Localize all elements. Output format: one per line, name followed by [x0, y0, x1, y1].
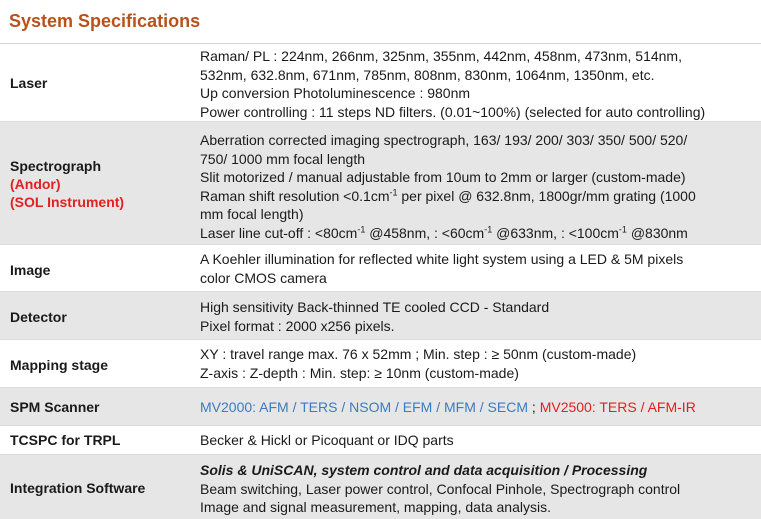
spec-line: Becker & Hickl or Picoquant or IDQ parts: [200, 432, 454, 448]
spec-text: Laser line cut-off : <80cm: [200, 224, 358, 241]
spec-text: Raman shift resolution <0.1cm: [200, 187, 390, 204]
spec-line: XY : travel range max. 76 x 52mm ; Min. step : ≥ 50nm (custom-made): [200, 346, 637, 362]
spec-label-tcspc: TCSPC for TRPL: [10, 432, 121, 448]
spec-line: High sensitivity Back-thinned TE cooled CCD - Standard: [200, 299, 550, 315]
spec-line: Up conversion Photoluminescence : 980nm: [200, 85, 471, 101]
spm-mv2000-models: MV2000: AFM / TERS / NSOM / EFM / MFM / SECM: [200, 399, 529, 415]
spec-value-mapping-stage: [200, 345, 757, 382]
spec-row-spectrograph: [0, 122, 761, 245]
superscript: -1: [484, 223, 493, 234]
spec-label-image: Image: [10, 262, 51, 278]
spm-separator: ;: [528, 399, 536, 415]
spectrograph-vendor-andor: (Andor): [10, 176, 61, 192]
spm-mv2500-models: MV2500: TERS / AFM-IR: [539, 399, 696, 415]
spec-value-image: [200, 250, 757, 287]
spec-row-laser: [0, 44, 761, 122]
spec-line: mm focal length): [200, 206, 304, 222]
spec-row-detector: [0, 292, 761, 340]
spec-text: @830nm: [626, 224, 688, 241]
spec-text: @458nm, : <60cm: [365, 224, 485, 241]
spec-line: 750/ 1000 mm focal length: [200, 150, 365, 167]
spec-text: per pixel @ 632.8nm, 1800gr/mm grating (1000: [397, 187, 696, 204]
spec-row-tcspc: [0, 426, 761, 455]
spectrograph-title: Spectrograph: [10, 158, 102, 174]
spec-label-integration-software: Integration Software: [10, 480, 146, 496]
spectrograph-vendor-sol: (SOL Instrument): [10, 194, 125, 210]
spec-line: Pixel format : 2000 x256 pixels.: [200, 317, 395, 334]
spec-value-integration-software: [200, 461, 757, 517]
page-title: System Specifications: [9, 11, 201, 31]
spec-line: Beam switching, Laser power control, Confocal Pinhole, Spectrograph control: [200, 480, 681, 497]
superscript: -1: [357, 223, 366, 234]
spec-line-cutoff: [200, 224, 757, 243]
spec-line: A Koehler illumination for reflected white light system using a LED & 5M pixels: [200, 251, 684, 267]
superscript: -1: [389, 186, 398, 197]
spec-value-laser: [200, 47, 757, 121]
spec-line: Aberration corrected imaging spectrograph, 163/ 193/ 200/ 303/ 350/ 500/ 520/: [200, 132, 688, 148]
spec-line-resolution: [200, 187, 757, 206]
spec-row-image: [0, 245, 761, 292]
spec-value-spectrograph: [200, 131, 757, 242]
spec-value-spm-scanner: [200, 398, 757, 417]
spec-line: Image and signal measurement, mapping, data analysis.: [200, 499, 551, 515]
spec-value-detector: [200, 298, 757, 335]
superscript: -1: [618, 223, 627, 234]
spec-label-mapping-stage: Mapping stage: [10, 357, 109, 373]
spec-line: Slit motorized / manual adjustable from 10um to 2mm or larger (custom-made): [200, 169, 686, 185]
spec-label-detector: Detector: [10, 309, 67, 325]
spec-row-mapping-stage: [0, 340, 761, 388]
spec-row-spm-scanner: [0, 388, 761, 426]
spec-line: Power controlling : 11 steps ND filters. (0.01~100%) (selected for auto controlling): [200, 103, 706, 120]
integration-software-heading: Solis & UniSCAN, system control and data acquisition / Processing: [200, 462, 648, 478]
spec-label-spectrograph: [10, 157, 124, 211]
spec-line: color CMOS camera: [200, 269, 327, 286]
spec-value-tcspc: [200, 431, 757, 450]
spec-row-integration-software: [0, 455, 761, 519]
spec-label-laser: Laser: [10, 75, 48, 91]
spec-label-spm-scanner: SPM Scanner: [10, 399, 100, 415]
spec-text: @633nm, : <100cm: [492, 224, 619, 241]
spec-line: Z-axis : Z-depth : Min. step: ≥ 10nm (custom-made): [200, 364, 519, 381]
spec-line: 532nm, 632.8nm, 671nm, 785nm, 808nm, 830nm, 1064nm, 1350nm, etc.: [200, 66, 655, 83]
spec-line: Raman/ PL : 224nm, 266nm, 325nm, 355nm, 442nm, 458nm, 473nm, 514nm,: [200, 48, 682, 64]
